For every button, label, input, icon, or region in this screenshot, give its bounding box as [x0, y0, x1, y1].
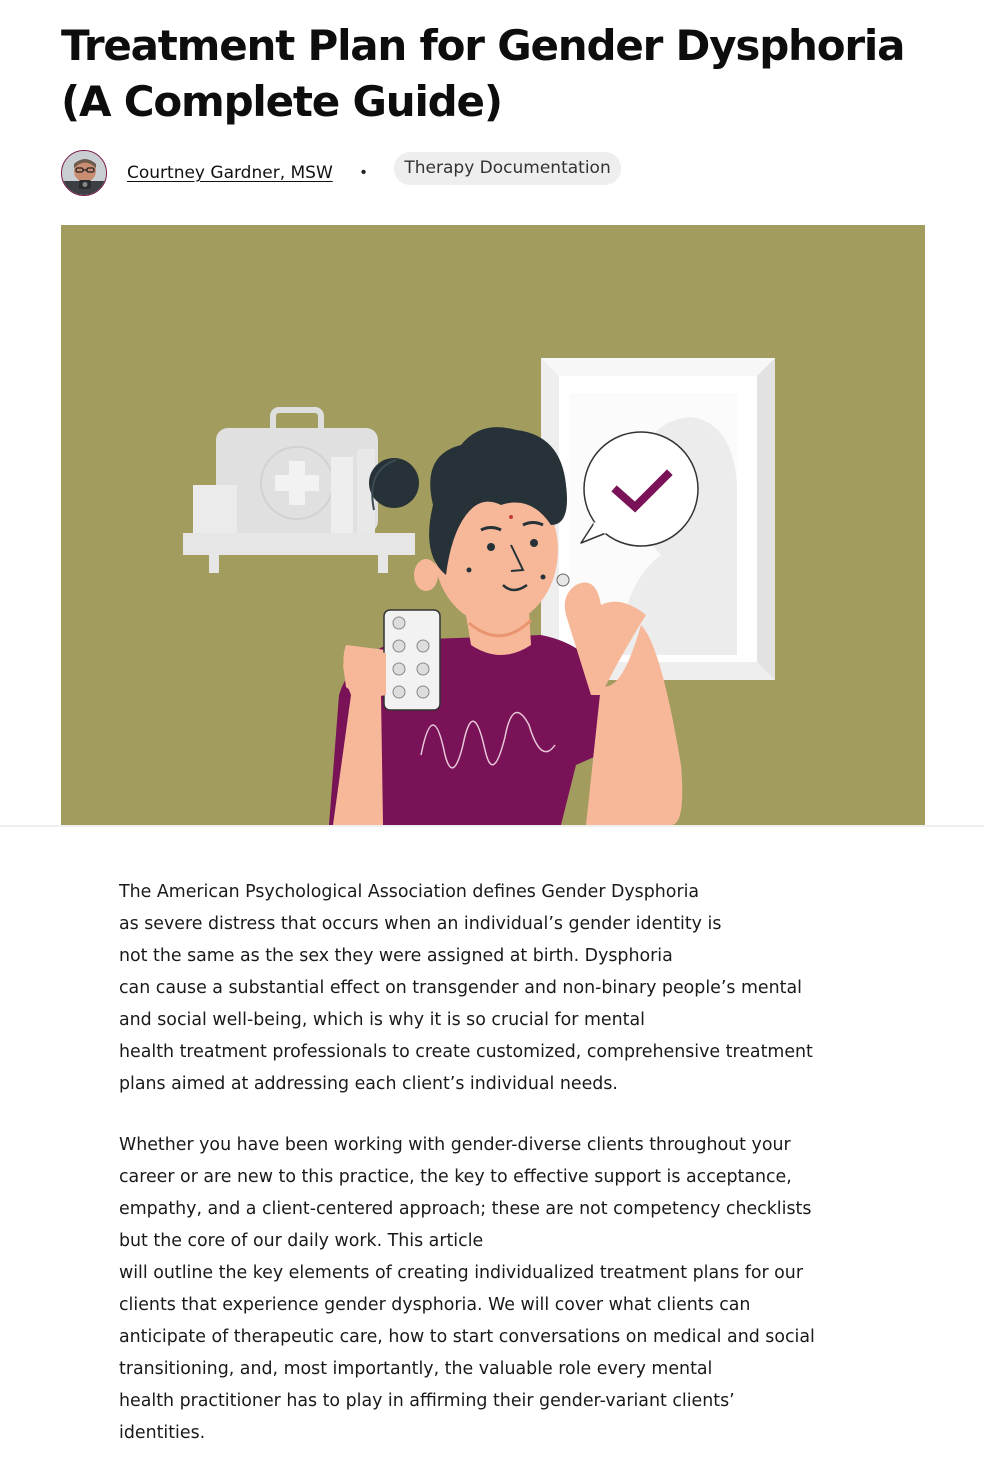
category-tag[interactable]: Therapy Documentation: [394, 152, 620, 185]
article-paragraph: [119, 876, 879, 1100]
paragraph-line: plans aimed at addressing each client’s individual needs.: [119, 1074, 618, 1094]
paragraph-line: as severe distress that occurs when an individual’s gender identity is: [119, 914, 722, 934]
author-avatar[interactable]: [61, 150, 107, 196]
article-body: [119, 876, 879, 1478]
paragraph-line: Whether you have been working with gender-diverse clients throughout your: [119, 1135, 791, 1155]
avatar-image: [62, 151, 107, 196]
byline: [61, 149, 621, 197]
hero-illustration: [61, 225, 925, 825]
article-title: Treatment Plan for Gender Dysphoria (A Complete Guide): [61, 21, 905, 126]
paragraph-line: health treatment professionals to create customized, comprehensive treatment: [119, 1042, 813, 1062]
paragraph-line: career or are new to this practice, the key to effective support is acceptance,: [119, 1167, 792, 1187]
paragraph-line: health practitioner has to play in affirming their gender-variant clients’: [119, 1391, 735, 1411]
pill-pack: [384, 610, 440, 710]
article-paragraph: [119, 1129, 879, 1449]
paragraph-line: empathy, and a client-centered approach; these are not competency checklists: [119, 1199, 812, 1219]
paragraph-line: transitioning, and, most importantly, the valuable role every mental: [119, 1359, 713, 1379]
paragraph-line: anticipate of therapeutic care, how to start conversations on medical and social: [119, 1327, 815, 1347]
paragraph-line: not the same as the sex they were assigned at birth. Dysphoria: [119, 946, 673, 966]
paragraph-line: and social well-being, which is why it is so crucial for mental: [119, 1010, 645, 1030]
paragraph-line: can cause a substantial effect on transgender and non-binary people’s mental: [119, 978, 802, 998]
content-divider: [0, 825, 984, 827]
paragraph-line: but the core of our daily work. This article: [119, 1231, 484, 1251]
byline-separator: •: [360, 164, 367, 181]
paragraph-line: identities.: [119, 1423, 206, 1443]
paragraph-line: clients that experience gender dysphoria. We will cover what clients can: [119, 1295, 751, 1315]
paragraph-line: will outline the key elements of creating individualized treatment plans for our: [119, 1263, 803, 1283]
paragraph-line: The American Psychological Association defines Gender Dysphoria: [119, 882, 700, 902]
author-link[interactable]: Courtney Gardner, MSW: [127, 163, 333, 183]
